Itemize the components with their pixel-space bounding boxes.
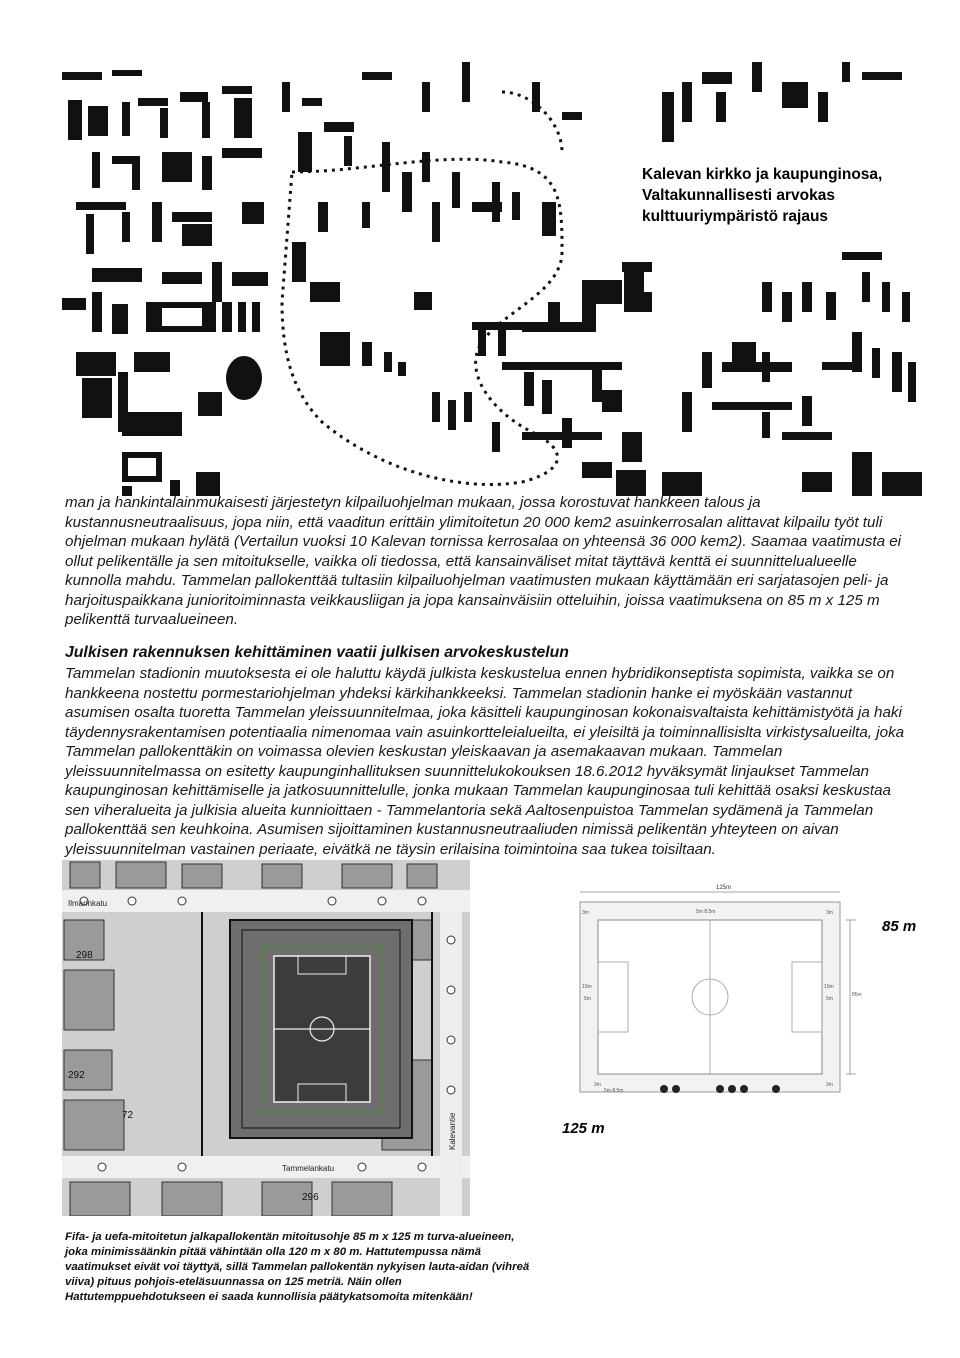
pitch-corner-tl: 3m xyxy=(582,910,589,916)
plan-street-right: Kalevantie xyxy=(448,1112,457,1150)
heritage-area-label xyxy=(642,164,922,227)
plan-block-number: 292 xyxy=(68,1070,85,1081)
pitch-corner-tr: 3m xyxy=(826,910,833,916)
map-label-line-2: Valtakunnallisesti arvokas xyxy=(642,187,835,204)
plan-block-number: 296 xyxy=(302,1192,319,1203)
pitch-right-top: 10m xyxy=(824,984,834,990)
pitch-length-label: 125 m xyxy=(562,1120,605,1137)
figure-caption: Fifa- ja uefa-mitoitetun jalkapallokentän mitoitusohje 85 m x 125 m turva-alueineen, joka minimissäänkin pitää vähintään olla 120 m x 80 m. Hattutempussa nämä vaatimukset eivät voi täyttyä, sillä Tammelan pallokentän nykyisen lauta-aidan (vihreä viiva) pituus pohjois-eteläsuunnassa on 125 metriä. Näin ollen Hattutemppuehdotukseen ei saada kunnollisia päätykatsomoita mitenkään! xyxy=(65,1231,530,1303)
body-paragraph: Tammelan stadionin muutoksesta ei ole haluttu käydä julkista keskustelua ennen hybridikonseptista sopimista, vaikka se on hankkeena nostettu pormestariohjelman yhdeksi kärkihankkeeksi. Tammelan stadionin hanke ei myöskään vastannut asumisen osalta tuoretta Tammelan yleissuunnitelmaa, joka käsitteli kaupunginosan kokonaisvaltaista kehittämistyötä ja haki täydennysrakentamisen potentiaalia nimenomaa vain asuinkortteleialueilta, ei yleisiltä ja toiminnallisislta virkistysalueilta, joka Tammelan pallokenttäkin on voimassa olevien keskustan yleiskaavan ja asemakaavan mukaan. Tammelan yleissuunnitelmassa on esitetty kaupunginhallituksen suunnittelukokouksen 18.6.2012 hyväksymät linjaukset Tammelan kaupunginosan kehittämiselle ja jatkosuunnittelulle, jonka mukaan Tammelan kaupunginosaa tuli kehittää osaksi keskustaa sen viheralueita ja julkisia alueita kunnioittaen - Tammelantoria sekä Aaltosenpuistoa Tammelan sydämenä ja Tammelan pallokenttää sen keuhkoina. Asumisen sijoittaminen kustannusneutraaliuden nimissä pelikentän yhteyteen on aivan yleissuunnitelman vastainen periaate, eivätkä ne täysin erilaisina toimintoina saa tukea toisiltaan. xyxy=(65,665,905,858)
pitch-right-outer: 85m xyxy=(852,992,862,998)
pitch-top-dimension: 125m xyxy=(716,885,732,891)
pitch-bottom-right: 3m xyxy=(826,1082,833,1088)
district-map-drawing xyxy=(62,52,922,496)
map-label-line-3: kulttuuriympäristö rajaus xyxy=(642,208,829,225)
plan-block-number: 72 xyxy=(122,1110,134,1121)
site-plan-drawing xyxy=(62,860,470,1216)
district-map xyxy=(62,52,922,496)
pitch-right-bottom: 5m xyxy=(826,996,833,1002)
plan-street-top: Ilmarinkatu xyxy=(68,899,108,908)
plan-street-bottom: Tammelankatu xyxy=(282,1164,335,1173)
site-plan-image xyxy=(62,860,470,1216)
section-heading: Julkisen rakennuksen kehittäminen vaatii julkisen arvokeskustelun xyxy=(65,644,569,661)
intro-paragraph: man ja hankintalainmukaisesti järjestetyn kilpailuohjelman mukaan, jossa korostuvat hankkeen talous ja kustannusneutraalisuus, jopa niin, että vaaditun erittäin ylimitoitetun 20 000 kem2 asuinkerrosalan alittavat kilpailu työt tuli ohjelman mukaan hylätä (Vertailun vuoksi 10 Kalevan tornissa kerrosalaa on yhteensä 36 000 kem2). Saamaa vaatimusta ei ollut pelikentälle ja sen mitoitukselle, vaikka oli tiedossa, että kansainväliset mitat täyttävä kenttä ei suunnittelualueelle kunnolla mahdu. Tammelan pallokenttää tultasiin kilpailuohjelman vaatimusten mukaan käyttämään eri sarjatasojen peli- ja harjoituspaikkana junioritoiminnasta veikkausliigan ja jopa kansainväisiin otteluihin, joissa vaatimuksena on 85 m x 125 m pelikenttä turvaalueineen. xyxy=(65,494,902,628)
map-label-line-1: Kalevan kirkko ja kaupunginosa, xyxy=(642,166,883,183)
pitch-bottom-mid: 5m 8.5m xyxy=(604,1088,624,1094)
pitch-left-top: 10m xyxy=(582,984,592,990)
pitch-bottom-left: 3m xyxy=(594,1082,601,1088)
plan-block-number: 298 xyxy=(76,950,93,961)
pitch-left-bottom: 5m xyxy=(584,996,591,1002)
pitch-width-label: 85 m xyxy=(882,918,917,935)
pitch-inner-top: 5m 8.5m xyxy=(696,909,716,915)
